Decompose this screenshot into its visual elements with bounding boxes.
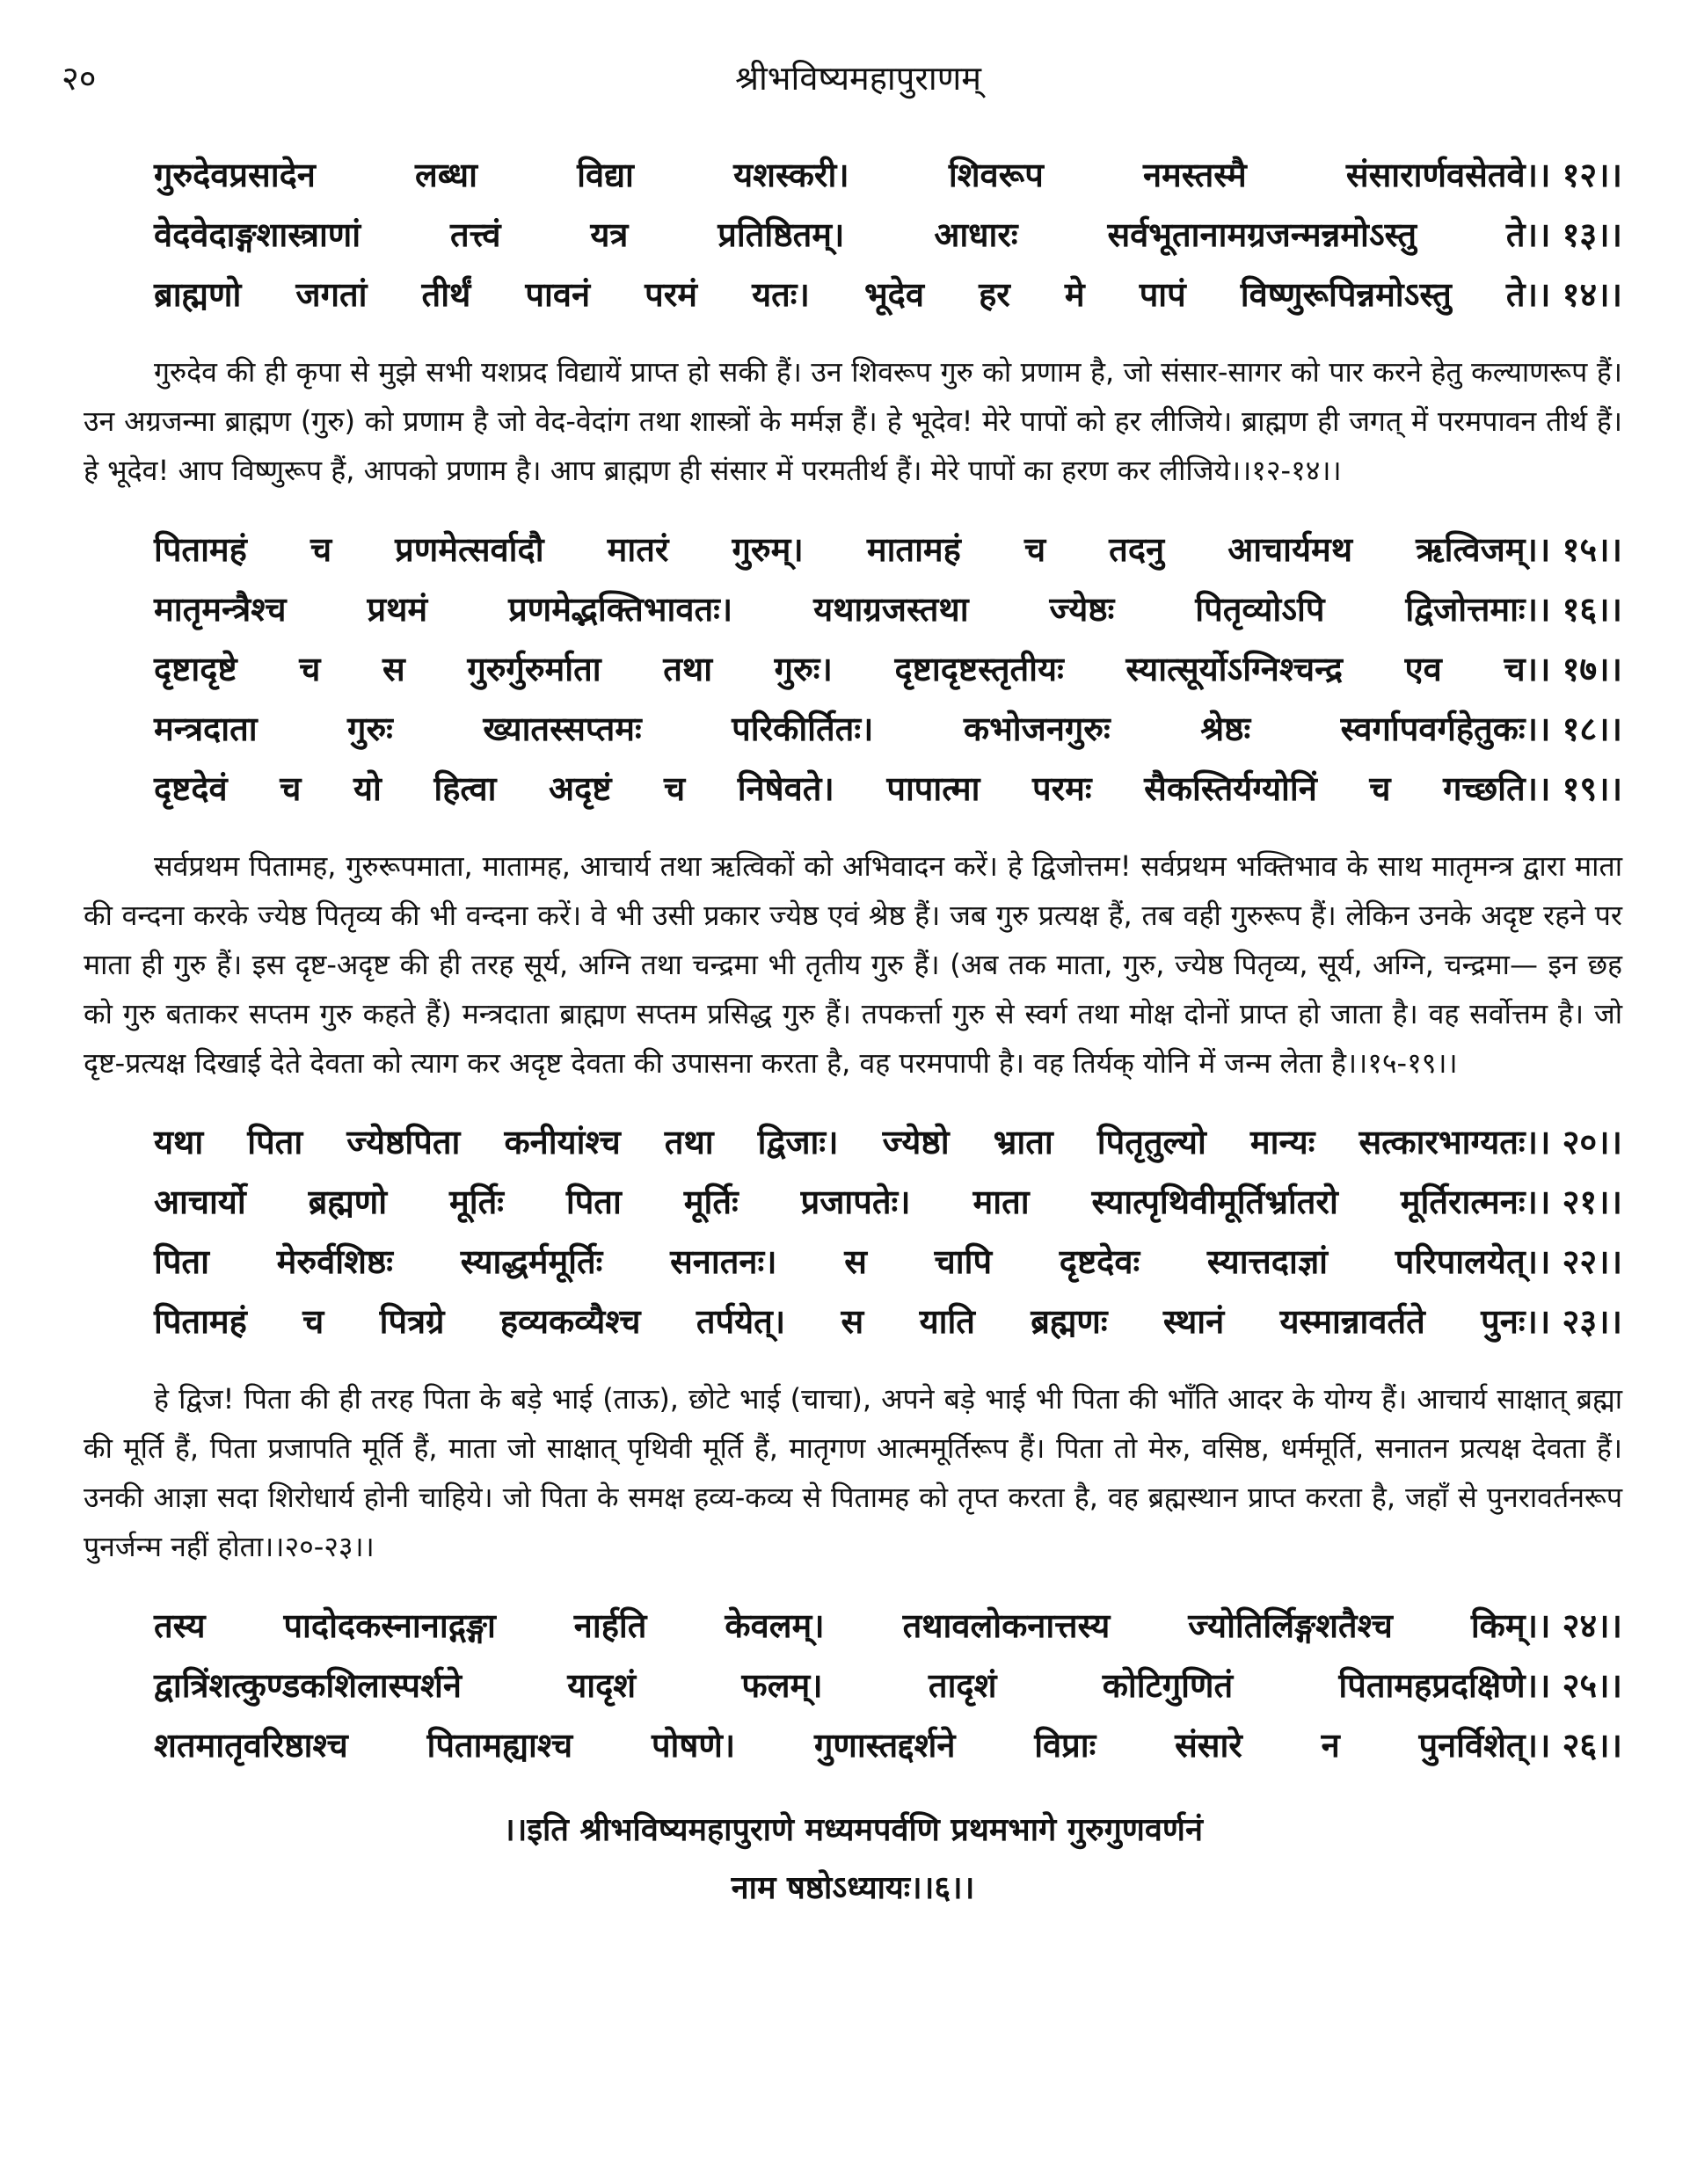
verse-word: तीर्थं [421,275,471,314]
verse-word: यादृशं [567,1666,637,1705]
verse-word: भूदेव [863,275,924,314]
verse-word: ऋत्विजम्।। १५।। [1416,530,1622,569]
verse-word: तर्पयेत्। [696,1302,786,1341]
verse-word: गुरुः [347,710,393,748]
verse-line [154,639,1622,699]
verse-word: स्याद्धर्ममूर्तिः [460,1242,603,1281]
verse-word: च [302,1302,324,1341]
verse-word: माता [972,1183,1030,1221]
verse-word: पित्रग्रे [379,1302,445,1341]
verse-word: च [280,769,302,808]
verse-word: एव [1404,650,1442,688]
verse-word: भ्राता [993,1123,1053,1161]
verse-word: मान्यः [1249,1123,1315,1161]
verse-line [154,1172,1622,1232]
verse-line [154,145,1622,205]
verse-word: पितृतुल्यो [1096,1123,1206,1161]
chapter-colophon [84,1802,1622,1918]
verse-line [154,205,1622,265]
verse-word: यशस्करी। [733,156,849,194]
verse-word: प्रथमं [367,590,428,629]
verse-block [84,520,1622,819]
verse-word: ब्राह्मणो [154,275,242,314]
translation-paragraph: सर्वप्रथम पितामह, गुरुरूपमाता, मातामह, आचार्य तथा ऋत्विकों को अभिवादन करें। हे द्विजोत्तम! सर्वप्रथम भक्तिभाव के साथ मातृमन्त्र द्वारा माता की वन्दना करके ज्येष्ठ पितृव्य की भी वन्दना करें। वे भी उसी प्रकार ज्येष्ठ एवं श्रेष्ठ हैं। जब गुरु प्रत्यक्ष हैं, तब वही गुरुरूप हैं। लेकिन उनके अदृष्ट रहने पर माता ही गुरु हैं। इस दृष्ट-अदृष्ट की ही तरह सूर्य, अग्नि तथा चन्द्रमा भी तृतीय गुरु हैं। (अब तक माता, गुरु, ज्येष्ठ पितृव्य, सूर्य, अग्नि, चन्द्रमा— इन छह को गुरु बताकर सप्तम गुरु कहते हैं) मन्त्रदाता ब्राह्मण सप्तम प्रसिद्ध गुरु हैं। तपकर्त्ता गुरु से स्वर्ग तथा मोक्ष दोनों प्राप्त हो जाता है। वह सर्वोत्तम है। जो दृष्ट-प्रत्यक्ष दिखाई देते देवता को त्याग कर अदृष्ट देवता की उपासना करता है, वह परमपापी है। वह तिर्यक् योनि में जन्म लेता है।।१५-१९।। [84,849,1622,1080]
verse-word: च।। १७।। [1504,650,1622,688]
verse-word: स्यात्सूर्योऽग्निश्चन्द्र [1125,650,1344,688]
verse-word: द्विजोत्तमाः।। १६।। [1405,590,1622,629]
verse-word: च [310,530,332,569]
verse-word: दृष्टादृष्टे [154,650,237,688]
verse-word: पुनर्विशेत्।। २६।। [1418,1726,1622,1765]
verse-word: पितृव्योऽपि [1195,590,1325,629]
verse-word: स्यात्तदाज्ञां [1206,1242,1329,1281]
verse-word: परमं [645,275,698,314]
verse-word: पितामहं [154,530,247,569]
verse-word: संसारार्णवसेतवे।। १२।। [1345,156,1622,194]
verse-word: ख्यातस्सप्तमः [483,710,642,748]
verse-word: च [299,650,321,688]
verse-line [154,265,1622,324]
verse-word: सनातनः। [670,1242,777,1281]
running-title: श्रीभविष्यमहापुराणम् [735,59,981,98]
verse-word: स्यात्पृथिवीमूर्तिर्भ्रातरो [1091,1183,1338,1221]
verse-word: लब्धा [415,156,477,194]
verse-word: किम्।। २४।। [1470,1606,1622,1645]
verse-word: ज्येष्ठपिता [346,1123,461,1161]
verse-word: दृष्टदेवं [154,769,228,808]
verse-word: याति [919,1302,975,1341]
verse-word: पितामहप्रदक्षिणे।। २५।। [1338,1666,1622,1705]
verse-word: मातामहं [866,530,961,569]
verse-word: हव्यकव्यैश्च [499,1302,641,1341]
verse-word: फलम्। [741,1666,823,1705]
verse-word: पापात्मा [886,769,980,808]
page-number: २० [62,59,97,98]
verse-word: परिपालयेत्।। २२।। [1395,1242,1622,1281]
verse-word: गुरुर्गुरुर्माता [467,650,601,688]
verse-word: मे [1064,275,1085,314]
verse-word: तथा [663,650,713,688]
verse-word: ज्येष्ठो [882,1123,950,1161]
verse-word: श्रेष्ठः [1200,710,1251,748]
verse-word: अदृष्टं [549,769,612,808]
verse-word: गुरुः। [774,650,833,688]
verse-word: यथा [154,1123,204,1161]
verse-word: ज्योतिर्लिङ्गशतैश्च [1188,1606,1393,1645]
verse-word: पावनं [525,275,591,314]
verse-word: पोषणे। [651,1726,736,1765]
verse-word: स्वर्गापवर्गहेतुकः।। १८।। [1340,710,1622,748]
verse-word: परिकीर्तितः। [732,710,874,748]
verse-word: मेरुर्वशिष्ठः [276,1242,393,1281]
verse-word: तदनु [1109,530,1165,569]
verse-word: पुनः।। २३।। [1481,1302,1622,1341]
verse-word: जगतां [295,275,368,314]
verse-word: स्थानं [1162,1302,1225,1341]
verse-word: तत्त्वं [450,215,501,254]
verse-word: कोटिगुणितं [1102,1666,1234,1705]
verse-word: निषेवते। [737,769,834,808]
verse-word: गच्छति।। १९।। [1443,769,1622,808]
verse-word: हित्वा [433,769,497,808]
verse-line [154,1656,1622,1715]
verse-word: गुरुदेवप्रसादेन [154,156,316,194]
verse-word: हर [979,275,1010,314]
verse-word: ते।। १४।। [1505,275,1622,314]
verse-word: यो [353,769,382,808]
page-header [0,55,1690,116]
verse-word: वेदवेदाङ्गशास्त्राणां [154,215,361,254]
verse-word: कभोजनगुरुः [963,710,1111,748]
verse-word: मन्त्रदाता [154,710,258,748]
verse-word: सत्कारभाग्यतः।। २०।। [1359,1123,1622,1161]
verse-word: आचार्यो [154,1183,246,1221]
verse-line [154,1112,1622,1172]
verse-word: पिता [247,1123,303,1161]
verse-word: ब्रह्मणो [308,1183,388,1221]
verse-word: गुणास्तद्दर्शने [813,1726,956,1765]
verse-word: नमस्तस्मै [1142,156,1247,194]
verse-word: सैकस्तिर्यग्योनिं [1144,769,1317,808]
verse-word: शतमातृवरिष्ठाश्च [154,1726,348,1765]
verse-word: यतः। [752,275,810,314]
verse-word: यत्र [590,215,629,254]
verse-word: च [1369,769,1391,808]
verse-line [154,1596,1622,1656]
verse-word: विप्राः [1034,1726,1096,1765]
verse-line [154,1715,1622,1775]
verse-word: प्रणमेद्भक्तिभावतः। [508,590,733,629]
verse-line [154,1232,1622,1292]
verse-block [84,1112,1622,1351]
verse-word: मातरं [607,530,669,569]
verse-word: मातृमन्त्रैश्च [154,590,287,629]
verse-word: विष्णुरूपिन्नमोऽस्तु [1240,275,1452,314]
verse-word: केवलम्। [725,1606,825,1645]
verse-word: तथावलोकनात्तस्य [902,1606,1111,1645]
verse-word: द्वात्रिंशत्कुण्डकशिलास्पर्शने [154,1666,462,1705]
verse-line [154,699,1622,759]
translation-paragraph: हे द्विज! पिता की ही तरह पिता के बड़े भाई (ताऊ), छोटे भाई (चाचा), अपने बड़े भाई भी पिता की भाँति आदर के योग्य हैं। आचार्य साक्षात् ब्रह्मा की मूर्ति हैं, पिता प्रजापति मूर्ति हैं, माता जो साक्षात् पृथिवी मूर्ति हैं, मातृगण आत्ममूर्तिरूप हैं। पिता तो मेरु, वसिष्ठ, धर्ममूर्ति, सनातन प्रत्यक्ष देवता हैं। उनकी आज्ञा सदा शिरोधार्य होनी चाहिये। जो पिता के समक्ष हव्य-कव्य से पितामह को तृप्त करता है, वह ब्रह्मस्थान प्राप्त करता है, जहाँ से पुनरावर्तनरूप पुनर्जन्म नहीं होता।।२०-२३।। [84,1382,1622,1563]
verse-word: प्रतिष्ठितम्। [718,215,845,254]
verse-word: स [841,1302,864,1341]
verse-word: ब्रह्मणः [1031,1302,1108,1341]
verse-line [154,1292,1622,1351]
verse-block [84,145,1622,324]
verse-word: प्रणमेत्सर्वादौ [395,530,544,569]
verse-word: पिता [565,1183,622,1221]
verse-word: पितामह्याश्च [426,1726,573,1765]
verse-word: ते।। १३।। [1505,215,1622,254]
verse-word: यथाग्रजस्तथा [813,590,969,629]
verse-word: मूर्तिः [449,1183,504,1221]
verse-word: आचार्यमथ [1227,530,1353,569]
verse-line [154,759,1622,819]
colophon-line: ।।इति श्रीभविष्यमहापुराणे मध्यमपर्वणि प्रथमभागे गुरुगुणवर्णनं [503,1812,1203,1848]
verse-word: च [1023,530,1046,569]
verse-word: विद्या [577,156,634,194]
verse-word: ज्येष्ठः [1049,590,1115,629]
verse-word: स [844,1242,867,1281]
verse-word: च [664,769,686,808]
verse-word: द्विजाः। [757,1123,839,1161]
verse-word: संसारे [1175,1726,1242,1765]
verse-word: पादोदकस्नानाद्गङ्गा [283,1606,496,1645]
verse-word: पापं [1139,275,1186,314]
verse-word: चापि [934,1242,993,1281]
page-content [84,145,1622,1918]
verse-word: पितामहं [154,1302,247,1341]
verse-word: आधारः [934,215,1018,254]
verse-line [154,520,1622,579]
verse-word: सर्वभूतानामग्रजन्मन्नमोऽस्तु [1107,215,1417,254]
verse-word: मूर्तिरात्मनः।। २१।। [1400,1183,1622,1221]
verse-block [84,1596,1622,1775]
verse-word: नार्हति [573,1606,647,1645]
verse-word: तथा [664,1123,714,1161]
verse-line [154,579,1622,639]
verse-word: यस्मान्नावर्तते [1279,1302,1425,1341]
verse-word: परमः [1032,769,1092,808]
verse-word: तस्य [154,1606,206,1645]
verse-word: पिता [154,1242,209,1281]
verse-word: मूर्तिः [683,1183,739,1221]
verse-word: न [1321,1726,1340,1765]
verse-word: गुरुम्। [732,530,804,569]
translation-paragraph: गुरुदेव की ही कृपा से मुझे सभी यशप्रद विद्यायें प्राप्त हो सकी हैं। उन शिवरूप गुरु को प्रणाम है, जो संसार-सागर को पार करने हेतु कल्याणरूप हैं। उन अग्रजन्मा ब्राह्मण (गुरु) को प्रणाम है जो वेद-वेदांग तथा शास्त्रों के मर्मज्ञ हैं। हे भूदेव! मेरे पापों को हर लीजिये। ब्राह्मण ही जगत् में परमपावन तीर्थ हैं। हे भूदेव! आप विष्णुरूप हैं, आपको प्रणाम है। आप ब्राह्मण ही संसार में परमतीर्थ हैं। मेरे पापों का हरण कर लीजिये।।१२-१४।। [84,355,1622,487]
verse-word: प्रजापतेः। [800,1183,911,1221]
verse-word: दृष्टादृष्टस्तृतीयः [894,650,1064,688]
verse-word: स [382,650,405,688]
colophon-line: नाम षष्ठोऽध्यायः।।६।। [731,1870,975,1906]
verse-word: शिवरूप [948,156,1044,194]
verse-word: कनीयांश्च [504,1123,621,1161]
verse-word: तादृशं [928,1666,997,1705]
verse-word: दृष्टदेवः [1059,1242,1140,1281]
